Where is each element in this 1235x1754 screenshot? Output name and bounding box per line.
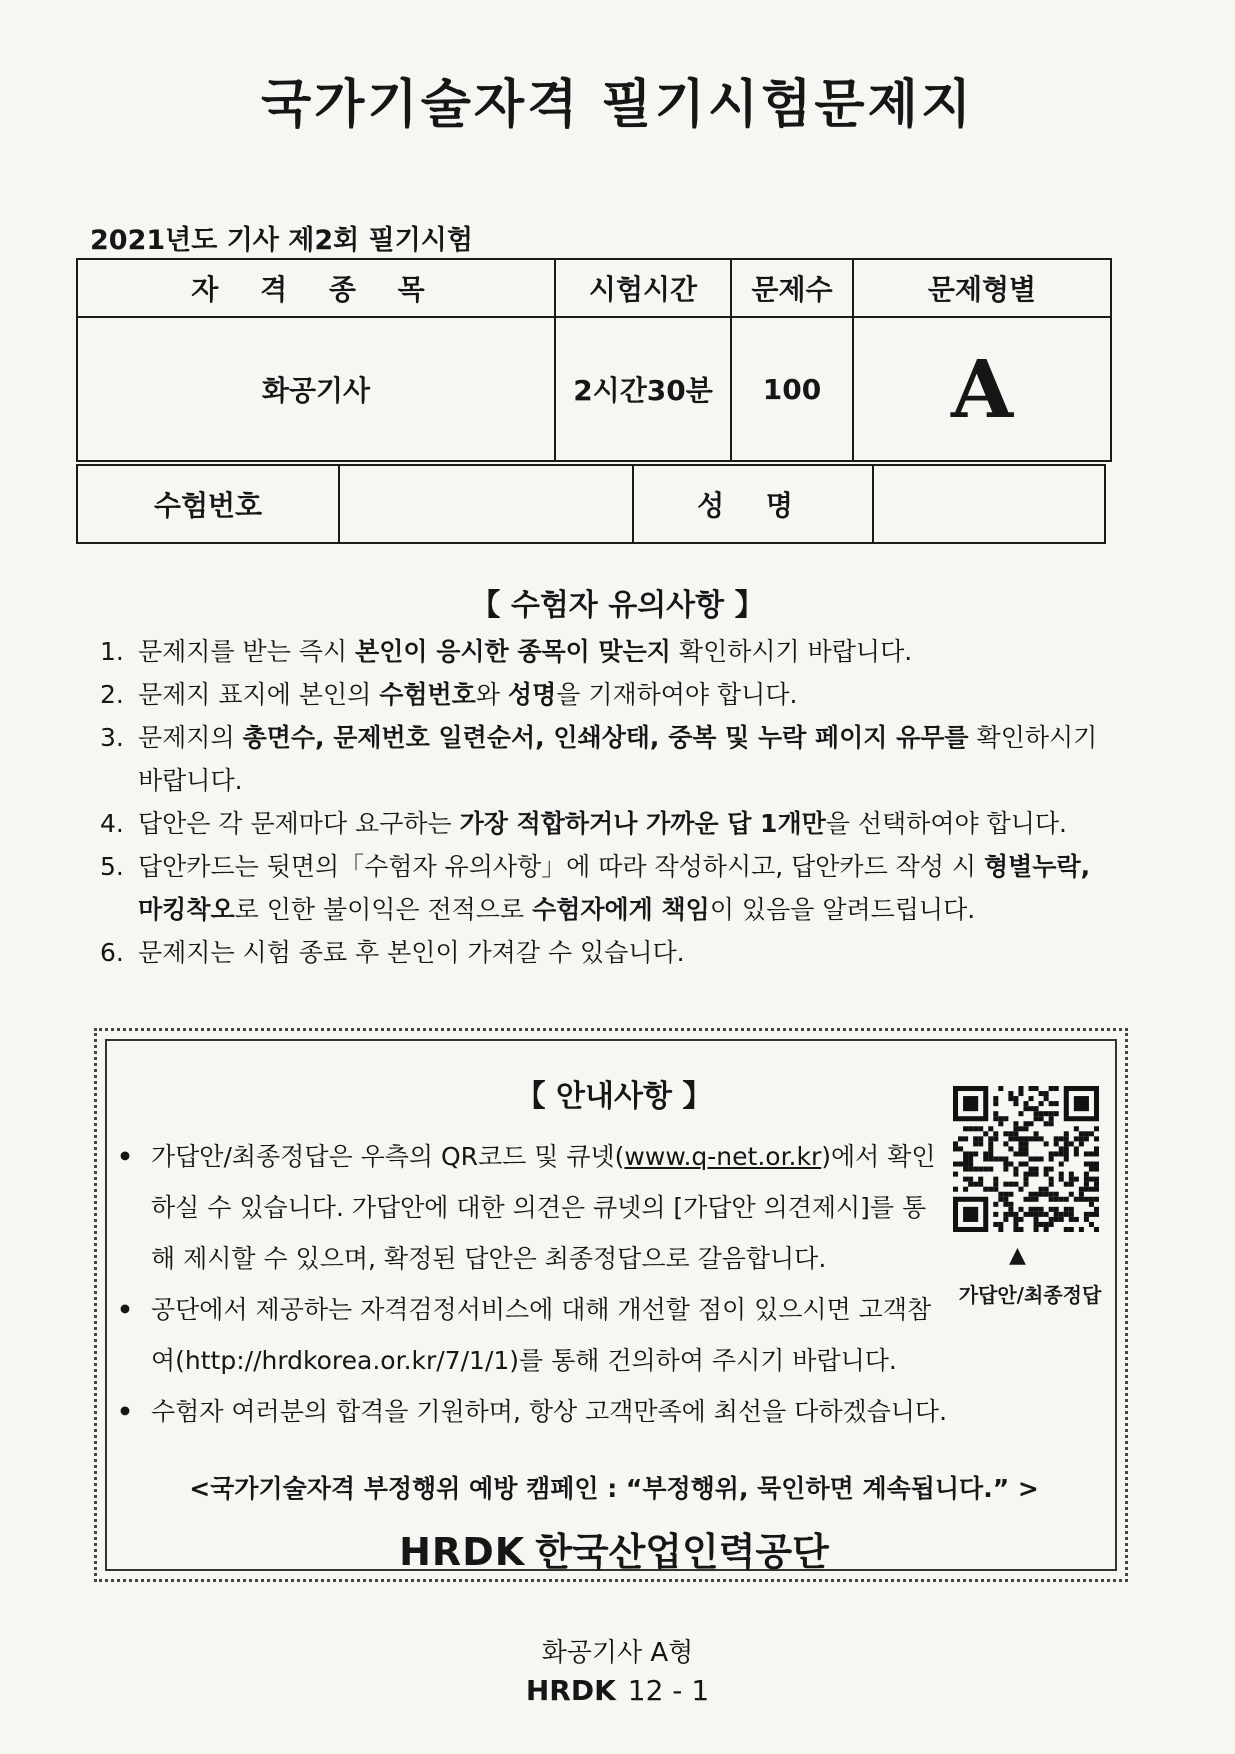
table-header-row (77, 259, 1111, 317)
value-count: 100 (731, 317, 853, 461)
guide-title: 【 안내사항 】 (515, 1079, 713, 1114)
guide-bullet-2-text: 공단에서 제공하는 자격검정서비스에 대해 개선할 점이 있으시면 고객참여(http://hrdkorea.or.kr/7/1/1)를 통해 건의하여 주시기 바랍니다. (151, 1295, 932, 1375)
arrow-up-icon: ▲ (1009, 1243, 1026, 1268)
note-number: 2. (100, 680, 124, 709)
table-value-row (77, 317, 1111, 461)
candidate-number-label: 수험번호 (77, 465, 339, 543)
note-text: 답안은 각 문제마다 요구하는 가장 적합하거나 가까운 답 1개만을 선택하여야 합니다. (138, 809, 1067, 838)
guide-bullet-1 (117, 1131, 947, 1284)
guide-bullet-1-text-a: 가답안/최종정답은 우측의 QR코드 및 큐넷( (151, 1142, 625, 1171)
note-text: 문제지를 받는 즉시 본인이 응시한 종목이 맞는지 확인하시기 바랍니다. (138, 637, 913, 666)
note-text: 문제지는 시험 종료 후 본인이 가져갈 수 있습니다. (138, 938, 685, 967)
note-number: 1. (100, 637, 124, 666)
qnet-link[interactable]: www.q-net.or.kr (624, 1142, 822, 1171)
value-subject: 화공기사 (77, 317, 555, 461)
guide-bullet-1-text-b: )에서 확인하실 수 있습니다. 가답안에 대한 의견은 큐넷의 [가답안 의견제시]를 통해 제시할 수 있으며, 확정된 답안은 최종정답으로 갈음합니다. (151, 1142, 936, 1273)
candidate-number-field[interactable] (339, 465, 633, 543)
note-text: 답안카드는 뒷면의「수험자 유의사항」에 따라 작성하시고, 답안카드 작성 시 형별누락, 마킹착오로 인한 불이익은 전적으로 수험자에게 책임이 있음을 알려드립니다. (138, 852, 1091, 924)
candidate-table (76, 464, 1106, 544)
note-text: 문제지의 총면수, 문제번호 일련순서, 인쇄상태, 중복 및 누락 페이지 유무를 확인하시기 바랍니다. (138, 723, 1098, 795)
notes-list (100, 630, 1110, 974)
note-item (100, 630, 1110, 673)
note-text: 문제지 표지에 본인의 수험번호와 성명을 기재하여야 합니다. (138, 680, 798, 709)
candidate-name-label: 성 명 (633, 465, 873, 543)
value-type: A (853, 317, 1111, 461)
guide-bullet-3-text: 수험자 여러분의 합격을 기원하며, 항상 고객만족에 최선을 다하겠습니다. (151, 1397, 948, 1426)
note-item (100, 931, 1110, 974)
bullet-icon: • (117, 1397, 133, 1426)
guide-bullet-2 (117, 1284, 947, 1386)
note-item (100, 716, 1110, 802)
qr-code-icon[interactable] (953, 1086, 1099, 1232)
organization (97, 1521, 1131, 1576)
hrdk-logo: HRDK (399, 1530, 526, 1574)
guide-bullets (117, 1131, 947, 1437)
header-count: 문제수 (731, 259, 853, 317)
note-number: 6. (100, 938, 124, 967)
footer-hrdk-logo: HRDK (525, 1674, 616, 1707)
campaign-text: <국가기술자격 부정행위 예방 캠페인 : “부정행위, 묵인하면 계속됩니다.” > (189, 1474, 1039, 1503)
bullet-icon: • (117, 1142, 133, 1171)
note-number: 4. (100, 809, 124, 838)
value-time: 2시간30분 (555, 317, 731, 461)
footer-subject-type: 화공기사 A형 (541, 1638, 694, 1668)
note-item (100, 673, 1110, 716)
page-number: 12 - 1 (627, 1674, 710, 1707)
guide-box (94, 1028, 1128, 1582)
notes-title: 【 수험자 유의사항 】 (470, 588, 765, 623)
header-subject: 자 격 종 목 (77, 259, 555, 317)
note-item (100, 802, 1110, 845)
note-number: 5. (100, 852, 124, 881)
page-title: 국가기술자격 필기시험문제지 (260, 75, 975, 135)
qr-caption: 가답안/최종정답 (958, 1283, 1102, 1307)
exam-info-table (76, 258, 1112, 462)
footer-page (0, 1674, 1235, 1707)
guide-bullet-3 (117, 1386, 1107, 1437)
header-time: 시험시간 (555, 259, 731, 317)
exam-session: 2021년도 기사 제2회 필기시험 (90, 225, 473, 256)
note-number: 3. (100, 723, 124, 752)
organization-name: 한국산업인력공단 (535, 1530, 829, 1574)
note-item (100, 845, 1110, 931)
candidate-name-field[interactable] (873, 465, 1105, 543)
bullet-icon: • (117, 1295, 133, 1324)
header-type: 문제형별 (853, 259, 1111, 317)
